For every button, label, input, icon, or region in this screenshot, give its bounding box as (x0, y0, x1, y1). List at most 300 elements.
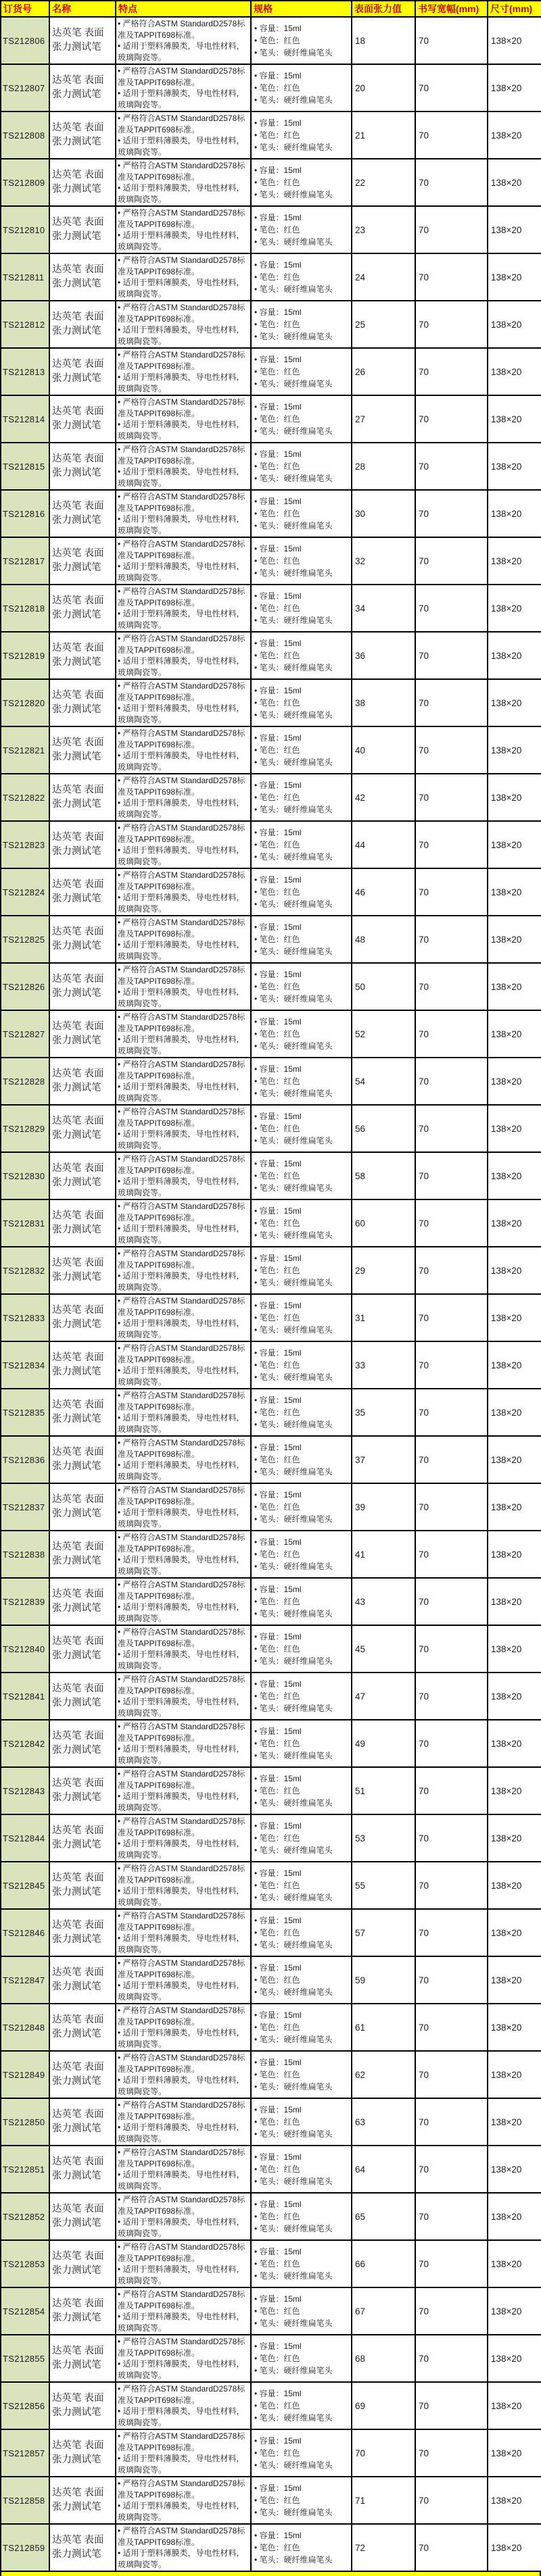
spec-item: • 容量：15ml (254, 2200, 302, 2209)
product-name-cell: 达英笔 表面张力测试笔 (49, 112, 116, 159)
writing-width-cell: 70 (415, 1294, 488, 1341)
features-cell (116, 159, 251, 206)
features-cell (116, 1909, 251, 1956)
feature-item: • 严格符合ASTM StandardD2578标准及TAPPIT698标准。 (118, 114, 245, 134)
spec-item: • 笔色：红色 (254, 1881, 300, 1890)
surface-tension-cell: 66 (352, 2240, 415, 2287)
features-cell (116, 1247, 251, 1294)
size-cell: 138×20 (488, 774, 541, 821)
surface-tension-cell: 67 (352, 2287, 415, 2335)
product-name-cell: 达英笔 表面张力测试笔 (49, 1956, 116, 2004)
table-row (1, 1673, 541, 1720)
spec-item: • 容量：15ml (254, 781, 302, 790)
spec-item: • 容量：15ml (254, 686, 302, 695)
table-row (1, 301, 541, 348)
surface-tension-cell: 53 (352, 1814, 415, 1862)
table-row (1, 2429, 541, 2477)
specs-cell (251, 1956, 352, 2004)
spec-item: • 容量：15ml (254, 1017, 302, 1026)
table-row (1, 1956, 541, 2004)
surface-tension-cell: 21 (352, 112, 415, 159)
writing-width-cell: 70 (415, 1814, 488, 1862)
spec-item: • 笔头：硬纤维扁笔头 (254, 2319, 333, 2328)
size-cell: 138×20 (488, 1010, 541, 1058)
spec-item: • 笔色：红色 (254, 130, 300, 140)
order-no-cell: TS212854 (1, 2287, 49, 2335)
size-cell: 138×20 (488, 64, 541, 112)
order-no-cell: TS212826 (1, 963, 49, 1010)
specs-cell (251, 2429, 352, 2477)
product-name-cell: 达英笔 表面张力测试笔 (49, 2382, 116, 2429)
features-cell (116, 916, 251, 963)
size-cell: 138×20 (488, 632, 541, 679)
size-cell: 138×20 (488, 1199, 541, 1247)
surface-tension-cell: 62 (352, 2051, 415, 2098)
specs-cell (251, 2477, 352, 2524)
product-name-cell: 达英笔 表面张力测试笔 (49, 963, 116, 1010)
surface-tension-cell: 18 (352, 17, 415, 64)
spec-item: • 笔头：硬纤维扁笔头 (254, 994, 333, 1004)
specs-cell (251, 679, 352, 726)
specs-cell (251, 868, 352, 916)
size-cell: 138×20 (488, 2524, 541, 2571)
spec-item: • 容量：15ml (254, 1774, 302, 1783)
spec-item: • 笔头：硬纤维扁笔头 (254, 2413, 333, 2423)
order-no-cell: TS212813 (1, 348, 49, 395)
size-cell: 138×20 (488, 726, 541, 774)
spec-item: • 笔色：红色 (254, 2023, 300, 2032)
header-order-no: 订货号 (1, 1, 49, 17)
spec-item: • 容量：15ml (254, 2294, 302, 2304)
spec-item: • 笔头：硬纤维扁笔头 (254, 143, 333, 152)
feature-item: • 严格符合ASTM StandardD2578标准及TAPPIT698标准。 (118, 1060, 245, 1081)
surface-tension-cell: 38 (352, 679, 415, 726)
order-no-cell: TS212843 (1, 1767, 49, 1814)
size-cell: 138×20 (488, 490, 541, 537)
writing-width-cell: 70 (415, 112, 488, 159)
feature-item: • 严格符合ASTM StandardD2578标准及TAPPIT698标准。 (118, 681, 245, 702)
table-row (1, 774, 541, 821)
product-name-cell: 达英笔 表面张力测试笔 (49, 443, 116, 490)
writing-width-cell: 70 (415, 963, 488, 1010)
surface-tension-cell: 33 (352, 1341, 415, 1389)
order-no-cell: TS212838 (1, 1531, 49, 1578)
feature-item: • 严格符合ASTM StandardD2578标准及TAPPIT698标准。 (118, 397, 245, 418)
specs-cell (251, 821, 352, 868)
size-cell: 138×20 (488, 2146, 541, 2193)
spec-item: • 笔色：红色 (254, 1833, 300, 1843)
size-cell: 138×20 (488, 2429, 541, 2477)
specs-cell (251, 159, 352, 206)
spec-item: • 笔色：红色 (254, 840, 300, 849)
features-cell (116, 1578, 251, 1625)
writing-width-cell: 70 (415, 1247, 488, 1294)
header-size: 尺寸(mm) (488, 1, 541, 17)
specs-cell (251, 1247, 352, 1294)
feature-item: • 适用于塑料薄膜类，导电性材料，玻璃陶瓷等。 (118, 514, 245, 535)
surface-tension-cell: 24 (352, 253, 415, 301)
spec-item: • 容量：15ml (254, 1301, 302, 1310)
spec-item: • 笔色：红色 (254, 651, 300, 660)
writing-width-cell: 70 (415, 1010, 488, 1058)
specs-cell (251, 2287, 352, 2335)
spec-item: • 容量：15ml (254, 875, 302, 885)
feature-item: • 严格符合ASTM StandardD2578标准及TAPPIT698标准。 (118, 161, 245, 182)
size-cell: 138×20 (488, 1673, 541, 1720)
features-cell (116, 2335, 251, 2382)
spec-item: • 笔色：红色 (254, 1029, 300, 1039)
feature-item: • 适用于塑料薄膜类，导电性材料，玻璃陶瓷等。 (118, 845, 245, 866)
order-no-cell: TS212830 (1, 1152, 49, 1199)
feature-item: • 适用于塑料薄膜类，导电性材料，玻璃陶瓷等。 (118, 1839, 245, 1860)
spec-item: • 笔色：红色 (254, 2070, 300, 2079)
specs-cell (251, 963, 352, 1010)
spec-item: • 笔头：硬纤维扁笔头 (254, 48, 333, 57)
order-no-cell: TS212809 (1, 159, 49, 206)
surface-tension-cell: 40 (352, 726, 415, 774)
surface-tension-cell: 30 (352, 490, 415, 537)
product-name-cell: 达英笔 表面张力测试笔 (49, 821, 116, 868)
product-name-cell: 达英笔 表面张力测试笔 (49, 2335, 116, 2382)
feature-item: • 适用于塑料薄膜类，导电性材料，玻璃陶瓷等。 (118, 1176, 245, 1197)
surface-tension-cell: 54 (352, 1058, 415, 1105)
order-no-cell: TS212834 (1, 1341, 49, 1389)
order-no-cell: TS212811 (1, 253, 49, 301)
spec-item: • 容量：15ml (254, 2058, 302, 2067)
size-cell: 138×20 (488, 821, 541, 868)
writing-width-cell: 70 (415, 2098, 488, 2146)
table-row (1, 2477, 541, 2524)
feature-item: • 严格符合ASTM StandardD2578标准及TAPPIT698标准。 (118, 918, 245, 939)
spec-item: • 容量：15ml (254, 970, 302, 979)
spec-item: • 笔色：红色 (254, 2496, 300, 2505)
features-cell (116, 1199, 251, 1247)
surface-tension-cell: 69 (352, 2382, 415, 2429)
product-name-cell: 达英笔 表面张力测试笔 (49, 868, 116, 916)
spec-item: • 容量：15ml (254, 1821, 302, 1831)
feature-item: • 适用于塑料薄膜类，导电性材料，玻璃陶瓷等。 (118, 1508, 245, 1529)
table-row (1, 1909, 541, 1956)
product-name-cell: 达英笔 表面张力测试笔 (49, 159, 116, 206)
specs-cell (251, 774, 352, 821)
spec-item: • 笔头：硬纤维扁笔头 (254, 1656, 333, 1666)
spec-item: • 笔头：硬纤维扁笔头 (254, 1514, 333, 1524)
table-row (1, 1105, 541, 1152)
specs-cell (251, 916, 352, 963)
spec-item: • 笔色：红色 (254, 414, 300, 424)
spec-item: • 笔色：红色 (254, 1360, 300, 1370)
features-cell (116, 1673, 251, 1720)
product-name-cell: 达英笔 表面张力测试笔 (49, 2477, 116, 2524)
spec-item: • 笔色：红色 (254, 178, 300, 187)
header-writing-width: 书写宽幅(mm) (415, 1, 488, 17)
spec-item: • 容量：15ml (254, 2342, 302, 2351)
size-cell: 138×20 (488, 1341, 541, 1389)
spec-item: • 笔色：红色 (254, 83, 300, 93)
size-cell: 138×20 (488, 2004, 541, 2051)
spec-item: • 笔色：红色 (254, 1218, 300, 1228)
spec-item: • 笔头：硬纤维扁笔头 (254, 2082, 333, 2091)
feature-item: • 适用于塑料薄膜类，导电性材料，玻璃陶瓷等。 (118, 2264, 245, 2285)
spec-item: • 容量：15ml (254, 449, 302, 459)
size-cell: 138×20 (488, 916, 541, 963)
table-row (1, 206, 541, 253)
specs-cell (251, 632, 352, 679)
spec-item: • 笔色：红色 (254, 1550, 300, 1559)
specs-cell (251, 206, 352, 253)
spec-item: • 笔色：红色 (254, 793, 300, 802)
features-cell (116, 679, 251, 726)
product-name-cell: 达英笔 表面张力测试笔 (49, 1531, 116, 1578)
product-name-cell: 达英笔 表面张力测试笔 (49, 1199, 116, 1247)
spec-item: • 容量：15ml (254, 118, 302, 128)
size-cell: 138×20 (488, 206, 541, 253)
size-cell: 138×20 (488, 1105, 541, 1152)
feature-item: • 适用于塑料薄膜类，导电性材料，玻璃陶瓷等。 (118, 1035, 245, 1056)
writing-width-cell: 70 (415, 1625, 488, 1673)
feature-item: • 适用于塑料薄膜类，导电性材料，玻璃陶瓷等。 (118, 372, 245, 393)
spec-item: • 笔色：红色 (254, 698, 300, 708)
feature-item: • 严格符合ASTM StandardD2578标准及TAPPIT698标准。 (118, 2006, 245, 2027)
spec-item: • 笔色：红色 (254, 1644, 300, 1654)
product-name-cell: 达英笔 表面张力测试笔 (49, 1010, 116, 1058)
feature-item: • 严格符合ASTM StandardD2578标准及TAPPIT698标准。 (118, 2431, 245, 2452)
spec-item: • 容量：15ml (254, 828, 302, 837)
spec-item: • 笔色：红色 (254, 1266, 300, 1275)
surface-tension-cell: 41 (352, 1531, 415, 1578)
surface-tension-cell: 72 (352, 2524, 415, 2571)
order-no-cell: TS212828 (1, 1058, 49, 1105)
product-name-cell: 达英笔 表面张力测试笔 (49, 17, 116, 64)
feature-item: • 严格符合ASTM StandardD2578标准及TAPPIT698标准。 (118, 634, 245, 655)
product-name-cell: 达英笔 表面张力测试笔 (49, 1436, 116, 1483)
size-cell: 138×20 (488, 1767, 541, 1814)
writing-width-cell: 70 (415, 1152, 488, 1199)
specs-cell (251, 1389, 352, 1436)
features-cell (116, 963, 251, 1010)
spec-item: • 笔头：硬纤维扁笔头 (254, 1278, 333, 1287)
surface-tension-cell: 22 (352, 159, 415, 206)
features-cell (116, 1105, 251, 1152)
specs-cell (251, 112, 352, 159)
size-cell: 138×20 (488, 1956, 541, 2004)
order-no-cell: TS212816 (1, 490, 49, 537)
writing-width-cell: 70 (415, 1058, 488, 1105)
surface-tension-cell: 55 (352, 1862, 415, 1909)
spec-item: • 笔色：红色 (254, 2164, 300, 2174)
spec-item: • 容量：15ml (254, 71, 302, 80)
feature-item: • 严格符合ASTM StandardD2578标准及TAPPIT698标准。 (118, 1343, 245, 1364)
product-name-cell: 达英笔 表面张力测试笔 (49, 490, 116, 537)
feature-item: • 适用于塑料薄膜类，导电性材料，玻璃陶瓷等。 (118, 278, 245, 299)
surface-tension-cell: 29 (352, 1247, 415, 1294)
product-name-cell: 达英笔 表面张力测试笔 (49, 1720, 116, 1767)
product-name-cell: 达英笔 表面张力测试笔 (49, 2240, 116, 2287)
specs-cell (251, 1625, 352, 1673)
surface-tension-cell: 52 (352, 1010, 415, 1058)
table-row (1, 1152, 541, 1199)
order-no-cell: TS212853 (1, 2240, 49, 2287)
order-no-cell: TS212836 (1, 1436, 49, 1483)
feature-item: • 严格符合ASTM StandardD2578标准及TAPPIT698标准。 (118, 776, 245, 797)
product-name-cell: 达英笔 表面张力测试笔 (49, 1578, 116, 1625)
size-cell: 138×20 (488, 868, 541, 916)
product-name-cell: 达英笔 表面张力测试笔 (49, 2051, 116, 2098)
product-name-cell: 达英笔 表面张力测试笔 (49, 774, 116, 821)
feature-item: • 适用于塑料薄膜类，导电性材料，玻璃陶瓷等。 (118, 2028, 245, 2049)
feature-item: • 适用于塑料薄膜类，导电性材料，玻璃陶瓷等。 (118, 2075, 245, 2096)
table-row (1, 1578, 541, 1625)
spec-item: • 容量：15ml (254, 2247, 302, 2256)
specs-cell (251, 2004, 352, 2051)
product-name-cell: 达英笔 表面张力测试笔 (49, 1767, 116, 1814)
spec-item: • 笔色：红色 (254, 2354, 300, 2363)
feature-item: • 严格符合ASTM StandardD2578标准及TAPPIT698标准。 (118, 350, 245, 371)
table-row (1, 348, 541, 395)
feature-item: • 严格符合ASTM StandardD2578标准及TAPPIT698标准。 (118, 2195, 245, 2216)
spec-item: • 容量：15ml (254, 260, 302, 270)
writing-width-cell: 70 (415, 1436, 488, 1483)
feature-item: • 严格符合ASTM StandardD2578标准及TAPPIT698标准。 (118, 587, 245, 608)
product-name-cell: 达英笔 表面张力测试笔 (49, 2004, 116, 2051)
writing-width-cell: 70 (415, 301, 488, 348)
spec-item: • 容量：15ml (254, 2105, 302, 2114)
surface-tension-cell: 25 (352, 301, 415, 348)
surface-tension-cell: 28 (352, 443, 415, 490)
spec-item: • 笔色：红色 (254, 1171, 300, 1181)
specs-cell (251, 17, 352, 64)
spec-item: • 笔头：硬纤维扁笔头 (254, 1562, 333, 1571)
surface-tension-cell: 35 (352, 1389, 415, 1436)
table-row (1, 253, 541, 301)
writing-width-cell: 70 (415, 395, 488, 443)
table-row (1, 1389, 541, 1436)
writing-width-cell: 70 (415, 1862, 488, 1909)
writing-width-cell: 70 (415, 2524, 488, 2571)
header-specs: 规格 (251, 1, 352, 17)
features-cell (116, 348, 251, 395)
size-cell: 138×20 (488, 1483, 541, 1531)
spec-item: • 笔头：硬纤维扁笔头 (254, 426, 333, 436)
writing-width-cell: 70 (415, 1767, 488, 1814)
order-no-cell: TS212856 (1, 2382, 49, 2429)
spec-item: • 容量：15ml (254, 2483, 302, 2493)
size-cell: 138×20 (488, 1436, 541, 1483)
order-no-cell: TS212810 (1, 206, 49, 253)
writing-width-cell: 70 (415, 1673, 488, 1720)
spec-item: • 笔色：红色 (254, 556, 300, 566)
order-no-cell: TS212858 (1, 2477, 49, 2524)
product-name-cell: 达英笔 表面张力测试笔 (49, 726, 116, 774)
features-cell (116, 2429, 251, 2477)
surface-tension-cell: 59 (352, 1956, 415, 2004)
product-name-cell: 达英笔 表面张力测试笔 (49, 2193, 116, 2240)
product-name-cell: 达英笔 表面张力测试笔 (49, 1862, 116, 1909)
table-row (1, 1862, 541, 1909)
features-cell (116, 1956, 251, 2004)
writing-width-cell: 70 (415, 537, 488, 585)
spec-item: • 笔色：红色 (254, 320, 300, 329)
spec-item: • 笔色：红色 (254, 603, 300, 613)
surface-tension-cell: 48 (352, 916, 415, 963)
writing-width-cell: 70 (415, 679, 488, 726)
spec-item: • 容量：15ml (254, 733, 302, 743)
product-name-cell: 达英笔 表面张力测试笔 (49, 1152, 116, 1199)
writing-width-cell: 70 (415, 2051, 488, 2098)
table-row (1, 726, 541, 774)
product-name-cell: 达英笔 表面张力测试笔 (49, 64, 116, 112)
spec-item: • 笔头：硬纤维扁笔头 (254, 474, 333, 483)
spec-item: • 笔头：硬纤维扁笔头 (254, 663, 333, 672)
spec-item: • 笔色：红色 (254, 1597, 300, 1606)
spec-item: • 笔头：硬纤维扁笔头 (254, 2508, 333, 2517)
surface-tension-cell: 31 (352, 1294, 415, 1341)
spec-item: • 容量：15ml (254, 1443, 302, 1452)
feature-item: • 适用于塑料薄膜类，导电性材料，玻璃陶瓷等。 (118, 2454, 245, 2475)
spec-item: • 笔色：红色 (254, 745, 300, 755)
feature-item: • 适用于塑料薄膜类，导电性材料，玻璃陶瓷等。 (118, 562, 245, 583)
table-row (1, 1625, 541, 1673)
writing-width-cell: 70 (415, 1531, 488, 1578)
writing-width-cell: 70 (415, 1720, 488, 1767)
order-no-cell: TS212849 (1, 2051, 49, 2098)
specs-cell (251, 253, 352, 301)
spec-item: • 笔色：红色 (254, 2448, 300, 2458)
features-cell (116, 1341, 251, 1389)
spec-item: • 笔头：硬纤维扁笔头 (254, 616, 333, 625)
spec-item: • 笔头：硬纤维扁笔头 (254, 1609, 333, 1618)
product-name-cell: 达英笔 表面张力测试笔 (49, 1105, 116, 1152)
table-row (1, 1058, 541, 1105)
feature-item: • 严格符合ASTM StandardD2578标准及TAPPIT698标准。 (118, 1675, 245, 1695)
spec-item: • 笔头：硬纤维扁笔头 (254, 1372, 333, 1382)
feature-item: • 严格符合ASTM StandardD2578标准及TAPPIT698标准。 (118, 2289, 245, 2310)
writing-width-cell: 70 (415, 1578, 488, 1625)
table-row (1, 159, 541, 206)
features-cell (116, 395, 251, 443)
spec-item: • 笔色：红色 (254, 2117, 300, 2127)
features-cell (116, 821, 251, 868)
writing-width-cell: 70 (415, 1341, 488, 1389)
features-cell (116, 2240, 251, 2287)
surface-tension-cell: 57 (352, 1909, 415, 1956)
features-cell (116, 1152, 251, 1199)
writing-width-cell: 70 (415, 17, 488, 64)
feature-item: • 严格符合ASTM StandardD2578标准及TAPPIT698标准。 (118, 1154, 245, 1175)
specs-cell (251, 2524, 352, 2571)
product-name-cell: 达英笔 表面张力测试笔 (49, 1247, 116, 1294)
header-name: 名称 (49, 1, 116, 17)
specs-cell (251, 1720, 352, 1767)
feature-item: • 适用于塑料薄膜类，导电性材料，玻璃陶瓷等。 (118, 656, 245, 677)
surface-tension-cell: 27 (352, 395, 415, 443)
spec-item: • 笔色：红色 (254, 1124, 300, 1133)
surface-tension-cell: 64 (352, 2146, 415, 2193)
spec-item: • 笔头：硬纤维扁笔头 (254, 332, 333, 341)
product-name-cell: 达英笔 表面张力测试笔 (49, 632, 116, 679)
spec-item: • 笔头：硬纤维扁笔头 (254, 2177, 333, 2186)
size-cell: 138×20 (488, 679, 541, 726)
writing-width-cell: 70 (415, 490, 488, 537)
features-cell (116, 1720, 251, 1767)
feature-item: • 严格符合ASTM StandardD2578标准及TAPPIT698标准。 (118, 1722, 245, 1743)
features-cell (116, 112, 251, 159)
surface-tension-cell: 34 (352, 585, 415, 632)
size-cell: 138×20 (488, 395, 541, 443)
features-cell (116, 1483, 251, 1531)
table-row (1, 64, 541, 112)
feature-item: • 适用于塑料薄膜类，导电性材料，玻璃陶瓷等。 (118, 940, 245, 961)
